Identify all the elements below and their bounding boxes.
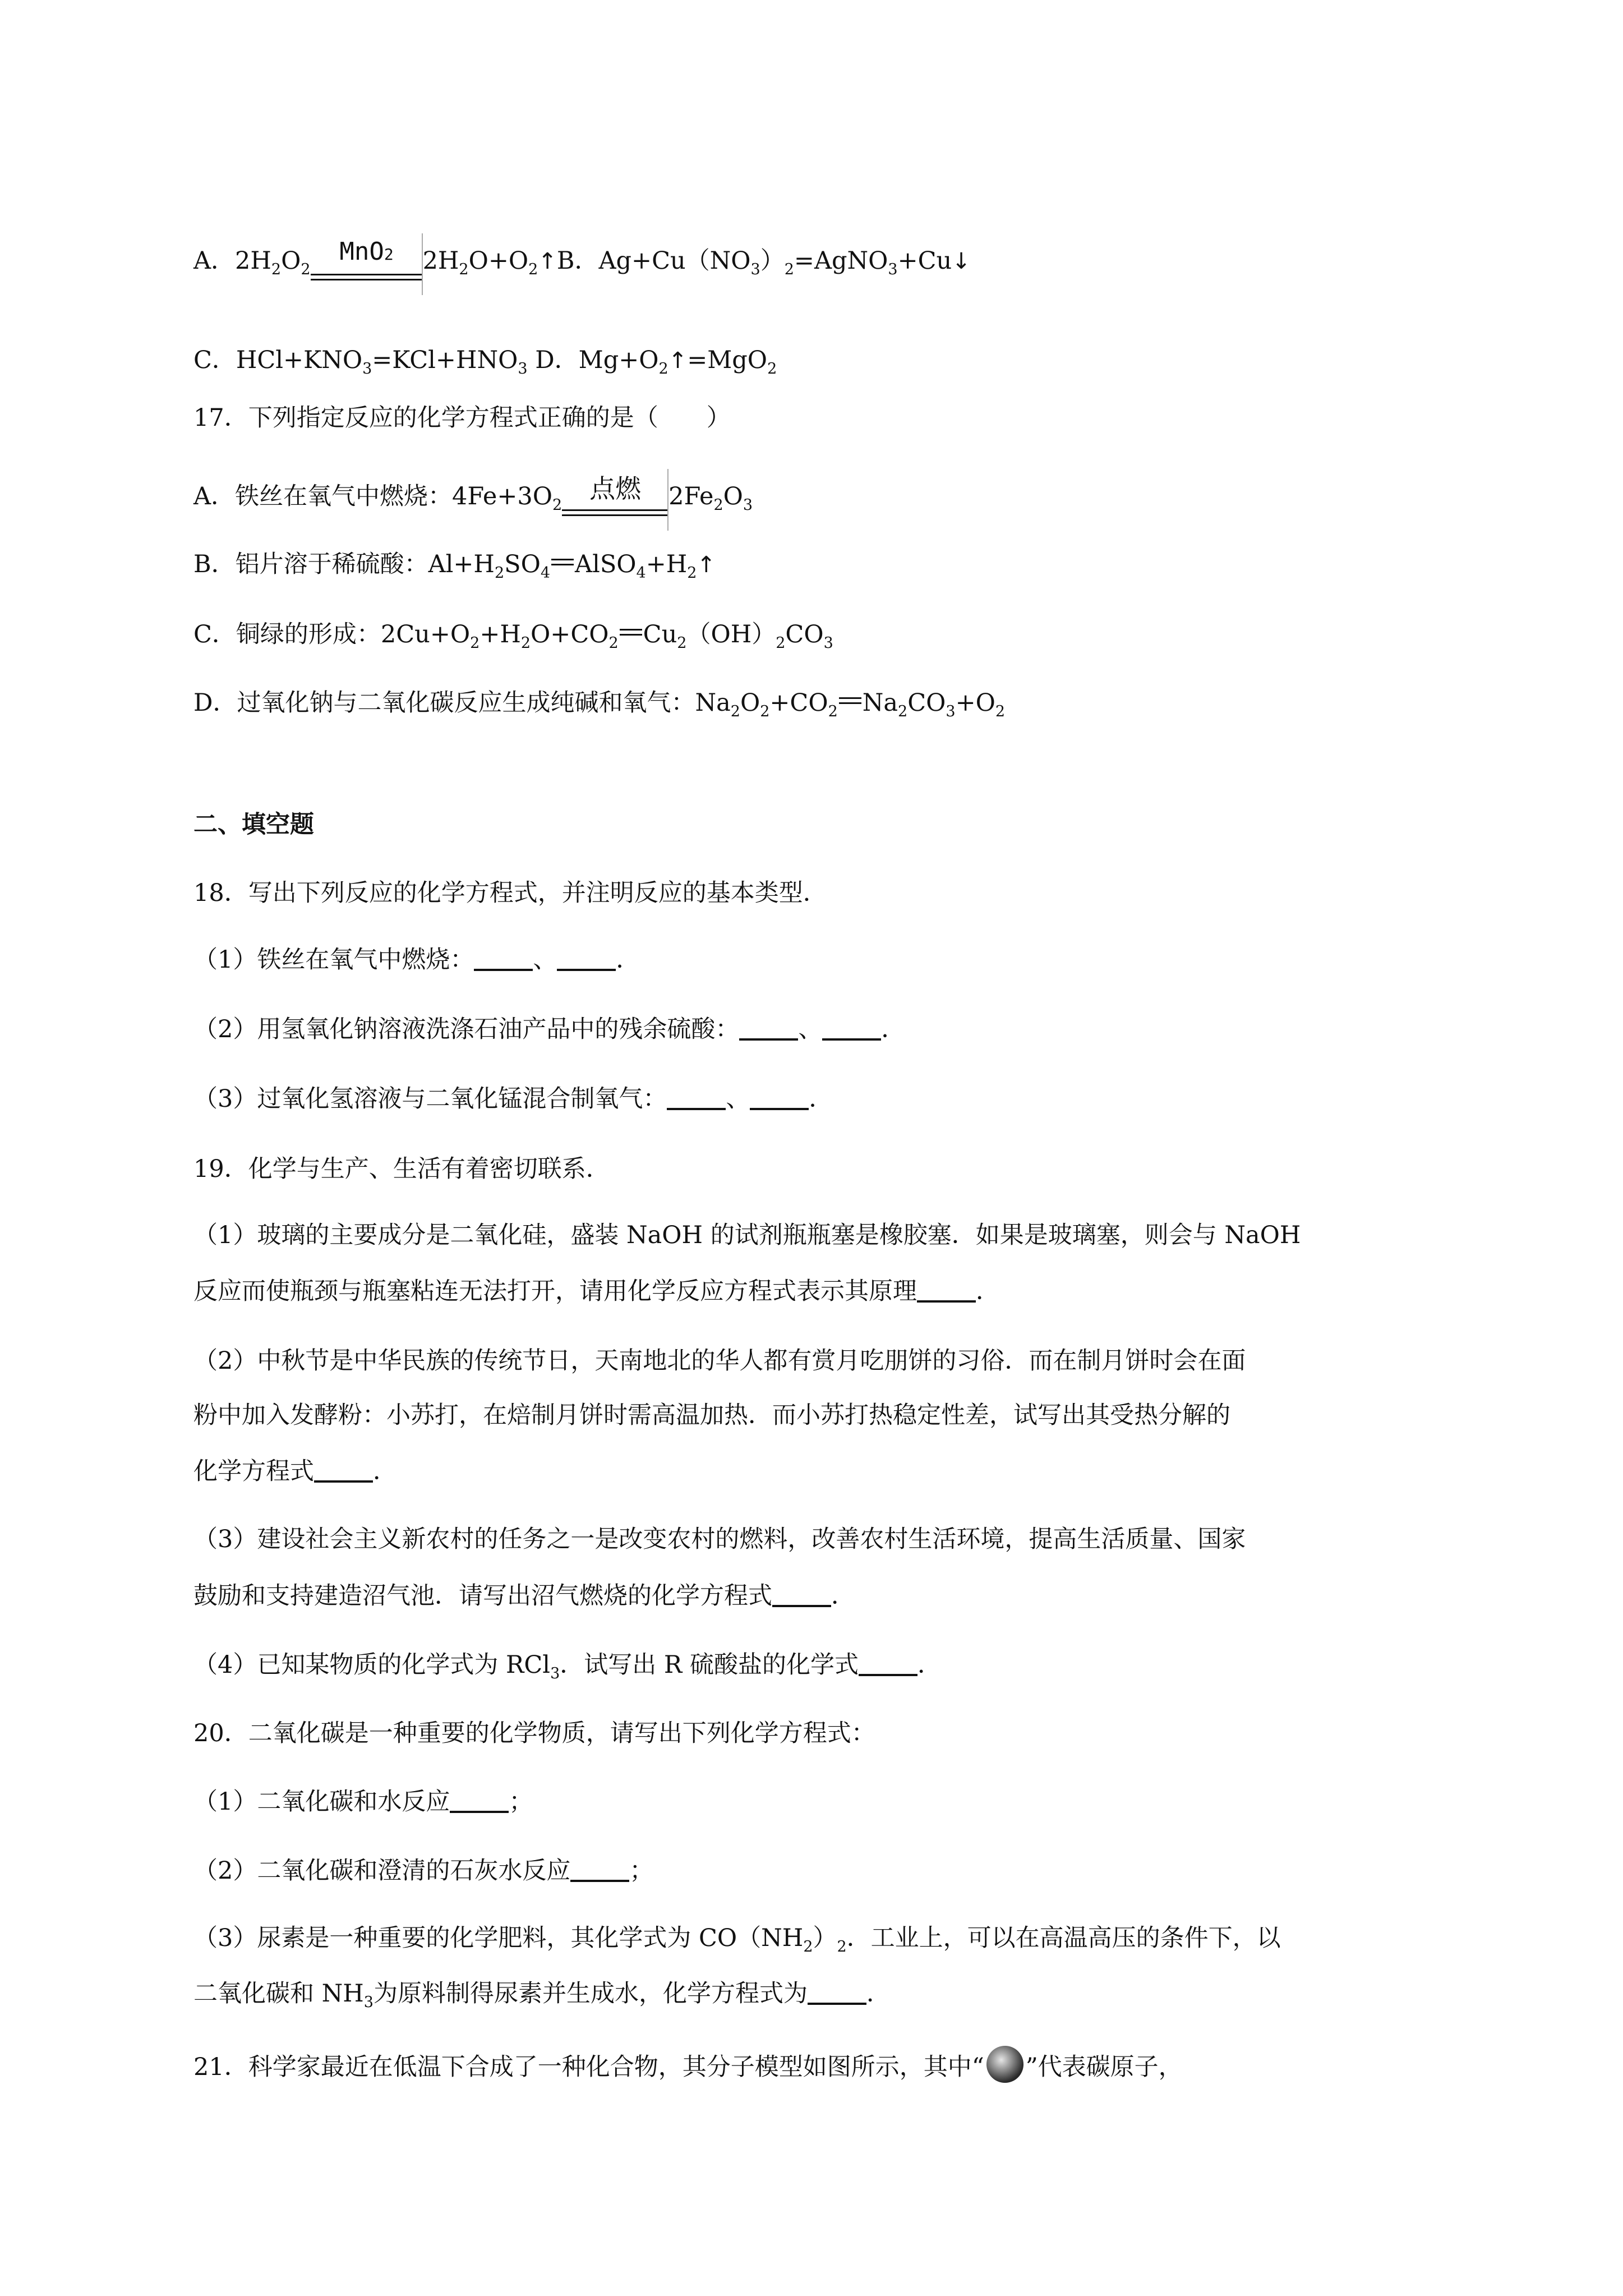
q20-part-3-line-1: （3）尿素是一种重要的化学肥料，其化学式为 $CO(NH_2)_2$．工业上，可以在高温高压的条件下，以 — [193, 1924, 1281, 1955]
answer-blank[interactable] — [917, 1274, 976, 1303]
answer-blank[interactable] — [557, 943, 616, 971]
carbon-atom-icon — [986, 2046, 1023, 2083]
answer-blank[interactable] — [772, 1579, 831, 1607]
answer-blank[interactable] — [570, 1854, 629, 1882]
precipitate-down-arrow-icon: ↓ — [952, 249, 971, 274]
answer-blank[interactable] — [667, 1082, 726, 1110]
q19-part-2-line-2: 粉中加入发酵粉：小苏打，在焙制月饼时需高温加热．而小苏打热稳定性差，试写出其受热分解的 — [193, 1401, 1230, 1429]
q18-part-1: （1）铁丝在氧气中燃烧： 、 ． — [193, 943, 640, 977]
q16-options-cd: C．$HCl+KNO_3=KCl+HNO_3$ D．$Mg+O_2↑=MgO_2$ — [193, 346, 777, 378]
answer-blank[interactable] — [859, 1648, 917, 1676]
q20-part-3-line-2: 二氧化碳和 $NH_3$为原料制得尿素并生成水，化学方程式为 ． — [193, 1977, 891, 2019]
q19-part-1-line-1: （1）玻璃的主要成分是二氧化硅，盛装 NaOH 的试剂瓶瓶塞是橡胶塞．如果是玻璃塞，则会与 NaOH — [193, 1221, 1301, 1249]
gas-up-arrow-icon: ↑ — [697, 552, 716, 578]
q19-part-2-line-3: 化学方程式 ． — [193, 1455, 397, 1488]
equals-sign — [551, 559, 574, 565]
equals-sign — [839, 697, 861, 704]
q20-stem: 20．二氧化碳是一种重要的化学物质，请写出下列化学方程式： — [193, 1719, 875, 1747]
answer-blank[interactable] — [750, 1082, 809, 1110]
q16-options-ab: A．$2H_2O_2$ MnO2 $2H_2O+O_2↑B$．$Ag+Cu(NO_3)_2=AgNO_3+Cu↓$ — [193, 244, 971, 287]
q19-part-4: （4）已知某物质的化学式为 RCl$_3$．试写出 R 硫酸盐的化学式 ． — [193, 1648, 942, 1691]
answer-blank[interactable] — [822, 1013, 881, 1041]
q17-stem: 17．下列指定反应的化学方程式正确的是（ ） — [193, 404, 731, 432]
q20-part-1: （1）二氧化碳和水反应 ； — [193, 1785, 533, 1819]
q17-option-a: A．铁丝在氧气中燃烧：$4Fe+3O_2$ 点燃 $2Fe_2O_3$ — [193, 480, 753, 522]
q19-part-2-line-1: （2）中秋节是中华民族的传统节日，天南地北的华人都有赏月吃朋饼的习俗．而在制月饼时会在面 — [193, 1347, 1246, 1375]
answer-blank[interactable] — [808, 1977, 866, 2005]
q19-part-1-line-2: 反应而使瓶颈与瓶塞粘连无法打开，请用化学反应方程式表示其原理 ． — [193, 1274, 1000, 1308]
ignite-condition: 点燃 — [562, 489, 668, 522]
section-heading: 二、填空题 — [193, 811, 314, 839]
mno2-condition: MnO2 — [311, 253, 423, 287]
q19-stem: 19．化学与生产、生活有着密切联系． — [193, 1155, 610, 1183]
q18-part-3: （3）过氧化氢溶液与二氧化锰混合制氧气： 、 ． — [193, 1082, 833, 1116]
q19-part-3-line-2: 鼓励和支持建造沼气池．请写出沼气燃烧的化学方程式 ． — [193, 1579, 855, 1613]
answer-blank[interactable] — [450, 1785, 509, 1813]
q17-option-d: D．过氧化钠与二氧化碳反应生成纯碱和氧气：$Na_2O_2+CO_2$ $Na_2CO_3+O_2$ — [193, 689, 1006, 720]
q17-option-c: C．铜绿的形成：$2Cu+O_2+H_2O+CO_2$ $Cu_2(OH)_2CO_3$ — [193, 620, 833, 652]
equals-sign — [620, 629, 642, 636]
answer-blank[interactable] — [739, 1013, 798, 1041]
q19-part-3-line-1: （3）建设社会主义新农村的任务之一是改变农村的燃料，改善农村生活环境，提高生活质量、国家 — [193, 1525, 1246, 1553]
q18-part-2: （2）用氢氧化钠溶液洗涤石油产品中的残余硫酸： 、 ． — [193, 1013, 905, 1046]
q17-option-b: B．铝片溶于稀硫酸：$Al+H_2SO_4$ $AlSO_4+H_2↑$ — [193, 550, 716, 582]
answer-blank[interactable] — [314, 1455, 373, 1483]
gas-up-arrow-icon: ↑ — [538, 249, 557, 274]
gas-up-arrow-icon: ↑ — [668, 348, 688, 374]
q20-part-2: （2）二氧化碳和澄清的石灰水反应 ； — [193, 1854, 653, 1888]
answer-blank[interactable] — [474, 943, 533, 971]
q21-stem: 21．科学家最近在低温下合成了一种化合物，其分子模型如图所示，其中“ ”代表碳原子， — [193, 2046, 1183, 2084]
q18-stem: 18．写出下列反应的化学方程式，并注明反应的基本类型． — [193, 879, 827, 907]
